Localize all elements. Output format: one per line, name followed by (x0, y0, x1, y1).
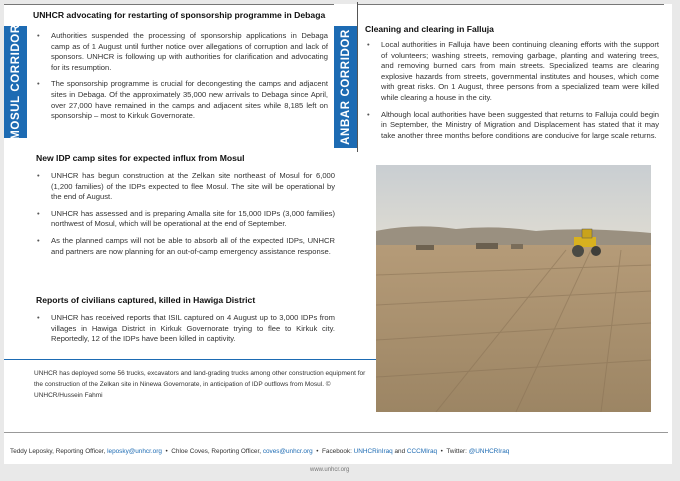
separator: • (316, 448, 319, 455)
anbar-corridor-label: ANBAR CORRIDOR (339, 29, 352, 145)
top-divider-right (357, 4, 664, 5)
idp-camps-bullets (35, 171, 335, 263)
contact-2-email-link[interactable]: coves@unhcr.org (262, 448, 313, 455)
sponsorship-heading: UNHCR advocating for restarting of sponsorship programme in Debaga (33, 10, 326, 20)
idp-camps-heading: New IDP camp sites for expected influx from Mosul (36, 153, 245, 163)
hawiga-heading: Reports of civilians captured, killed in Hawiga District (36, 295, 256, 305)
falluja-heading: Cleaning and clearing in Falluja (365, 24, 494, 34)
caption-leader-line (4, 359, 386, 360)
mosul-corridor-label: MOSUL CORRIDOR (9, 24, 22, 140)
photo-caption: UNHCR has deployed some 56 trucks, excavators and land-grading trucks among other construction equipment for the construction of the Zelkan site in Ninewa Governorate, in anticipation of IDP outflows from Mosul. © UNHCR/Hussein Fahmi (34, 370, 366, 399)
anbar-corridor-bar (334, 26, 357, 148)
list-item: • UNHCR has received reports that ISIL captured on 4 August up to 3,000 IDPs from villages in Hawiga District in Kirkuk Governorate trying to flee to Kirkuk city. Reportedly, 12 of the IDPs have been killed in captivity. (35, 313, 335, 345)
site-url[interactable]: www.unhcr.org (310, 467, 350, 473)
contact-1-name: Teddy Leposky, Reporting Officer, (10, 448, 108, 455)
list-item: • UNHCR has begun construction at the Zelkan site northeast of Mosul for 6,000 (1,200 families) of the IDPs expected to flee Mosul. The site will be operational by the end of August. (35, 171, 335, 203)
construction-site-photo (376, 165, 651, 412)
hawiga-bullets (35, 313, 335, 351)
twitter-link[interactable]: @UNHCRIraq (468, 448, 510, 455)
contact-1-email-link[interactable]: leposky@unhcr.org (107, 448, 162, 455)
facebook-link-cccm[interactable]: CCCMIraq (406, 448, 438, 455)
list-item: • As the planned camps will not be able to absorb all of the expected IDPs, UNHCR and partners are now planning for an out-of-camp emergency assistance response. (35, 236, 335, 257)
top-divider-left (4, 4, 334, 5)
list-item: • UNHCR has assessed and is preparing Amalla site for 15,000 IDPs (3,000 families) northwest of Mosul, which will be operational at the end of September. (35, 209, 335, 230)
twitter-label: Twitter: (446, 448, 469, 455)
column-divider (357, 2, 358, 152)
footer-contacts (10, 448, 509, 455)
list-item: • Although local authorities have been suggested that returns to Falluja could begin in September, the Ministry of Migration and Displacement has stated that it may take another three months before conditions are conducive for large scale returns. (365, 110, 659, 142)
falluja-bullets (365, 40, 659, 147)
sponsorship-bullets (35, 31, 328, 128)
separator: • (440, 448, 443, 455)
facebook-link-unhcr[interactable]: UNHCRinIraq (353, 448, 393, 455)
list-item: • Authorities suspended the processing of sponsorship applications in Debaga camp as of 1 August until further notice over allegations of corruption and lack of sponsors. UNHCR is following up with authorities for clarification and advocating for its resumption. (35, 31, 328, 73)
list-item: • Local authorities in Falluja have been continuing cleaning efforts with the support of volunteers; washing streets, removing garbage, planting and watering trees, and removing burned cars from main streets. Specialized teams are clearing explosive hazards from streets, governmental institutes and houses, which come with great risks. On 1 August, three persons from a specialized team were killed while clearing a house in the city. (365, 40, 659, 104)
mosul-corridor-bar (4, 26, 27, 138)
contact-2-name: Chloe Coves, Reporting Officer, (171, 448, 263, 455)
facebook-label: Facebook: (322, 448, 354, 455)
separator: • (165, 448, 168, 455)
footer-divider (4, 432, 668, 433)
list-item: • The sponsorship programme is crucial for decongesting the camps and adjacent sites in Debaga. Of the approximately 35,000 new arrivals to Debaga since April, over 27,000 have remained in the camps and adjacent sites while 8,185 left on sponsorship – most to Kirkuk Governorate. (35, 79, 328, 121)
and-text: and (392, 448, 407, 455)
